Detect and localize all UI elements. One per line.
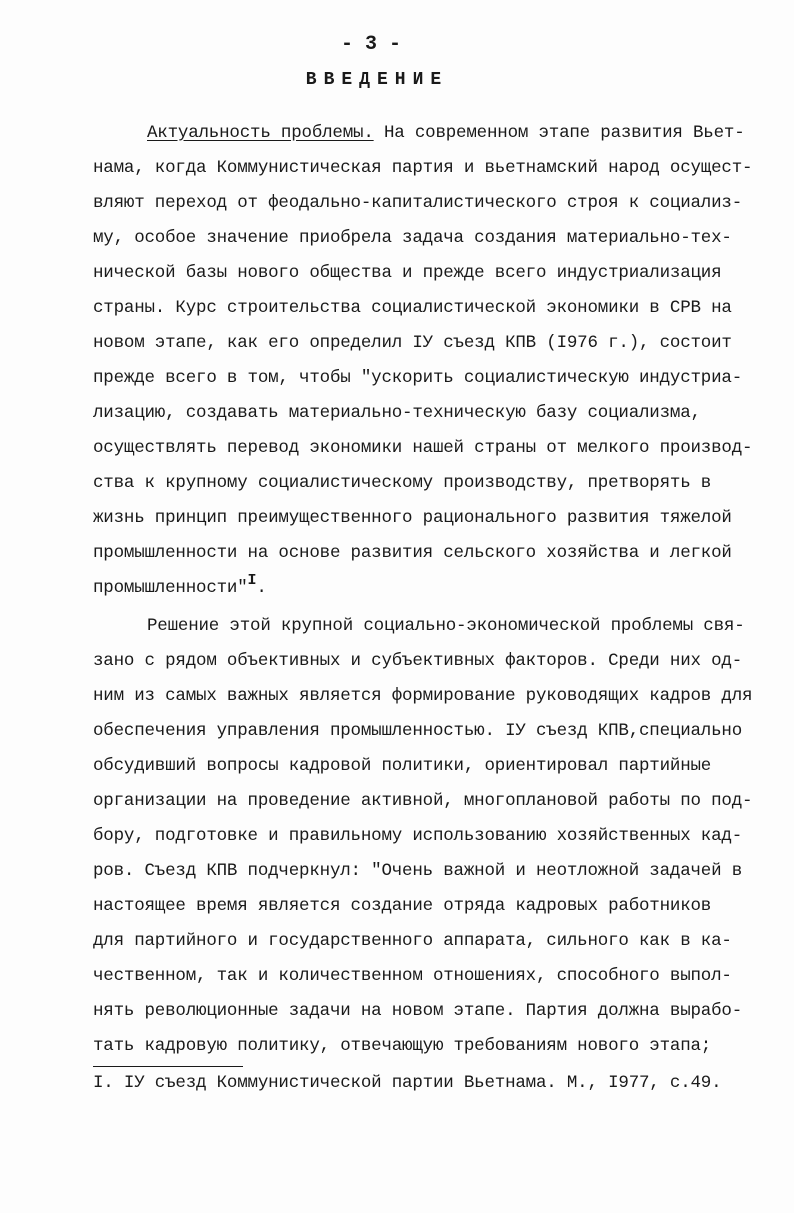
section-heading: ВВЕДЕНИЕ <box>305 70 449 90</box>
paragraph1-line-5: нической базы нового общества и прежде всего индустриализация <box>93 263 722 283</box>
paragraph1-line-12: жизнь принцип преимущественного рационального развития тяжелой <box>93 508 732 528</box>
paragraph2-line-2: зано с рядом объективных и субъективных факторов. Среди них од- <box>93 651 743 671</box>
paragraph1-lead: Актуальность проблемы. <box>147 123 374 143</box>
paragraph1-line-2: нама, когда Коммунистическая партия и вьетнамский народ осущест- <box>93 158 753 178</box>
paragraph1-line-4: му, особое значение приобрела задача создания материально-тех- <box>93 228 732 248</box>
paragraph1-end-period: . <box>256 578 267 598</box>
paragraph2-line-7: бору, подготовке и правильному использованию хозяйственных кад- <box>93 826 743 846</box>
paragraph2-line-8: ров. Съезд КПВ подчеркнул: "Очень важной и неотложной задачей в <box>93 861 743 881</box>
paragraph1-line-9: лизацию, создавать материально-техническую базу социализма, <box>93 403 701 423</box>
paragraph2-line-12: нять революционные задачи на новом этапе. Партия должна вырабо- <box>93 1001 743 1021</box>
paragraph2-line-10: для партийного и государственного аппарата, сильного как в ка- <box>93 931 732 951</box>
paragraph1-line-13: промышленности на основе развития сельского хозяйства и легкой <box>93 543 732 563</box>
paragraph2-line-9: настоящее время является создание отряда кадровых работников <box>93 896 712 916</box>
page-number: - 3 - <box>340 33 401 56</box>
paragraph1-line-1-rest: На современном этапе развития Вьет- <box>373 123 745 143</box>
paragraph2-line-13: тать кадровую политику, отвечающую требованиям нового этапа; <box>93 1036 712 1056</box>
footnote-reference: I <box>247 572 257 589</box>
footnote-separator <box>93 1066 243 1067</box>
paragraph2-line-1: Решение этой крупной социально-экономической проблемы свя- <box>147 616 745 636</box>
paragraph1-line-14-text: промышленности" <box>93 578 248 598</box>
paragraph2-line-11: чественном, так и количественном отношениях, способного выпол- <box>93 966 732 986</box>
footnote-text: I. IУ съезд Коммунистической партии Вьетнама. М., I977, с.49. <box>93 1073 722 1093</box>
paragraph1-line-8: прежде всего в том, чтобы "ускорить социалистическую индустриа- <box>93 368 743 388</box>
paragraph2-line-3: ним из самых важных является формирование руководящих кадров для <box>93 686 753 706</box>
paragraph1-line-1 <box>147 122 745 144</box>
paragraph1-line-6: страны. Курс строительства социалистической экономики в СРВ на <box>93 298 732 318</box>
paragraph1-line-3: вляют переход от феодально-капиталистического строя к социализ- <box>93 193 743 213</box>
paragraph1-line-7: новом этапе, как его определил IУ съезд КПВ (I976 г.), состоит <box>93 333 732 353</box>
paragraph1-line-10: осуществлять перевод экономики нашей страны от мелкого производ- <box>93 438 753 458</box>
paragraph2-line-6: организации на проведение активной, многоплановой работы по под- <box>93 791 753 811</box>
paragraph1-line-14 <box>93 572 267 600</box>
paragraph1-line-11: ства к крупному социалистическому производству, претворять в <box>93 473 712 493</box>
paragraph2-line-4: обеспечения управления промышленностью. IУ съезд КПВ,специально <box>93 721 743 741</box>
paragraph2-line-5: обсудивший вопросы кадровой политики, ориентировал партийные <box>93 756 712 776</box>
